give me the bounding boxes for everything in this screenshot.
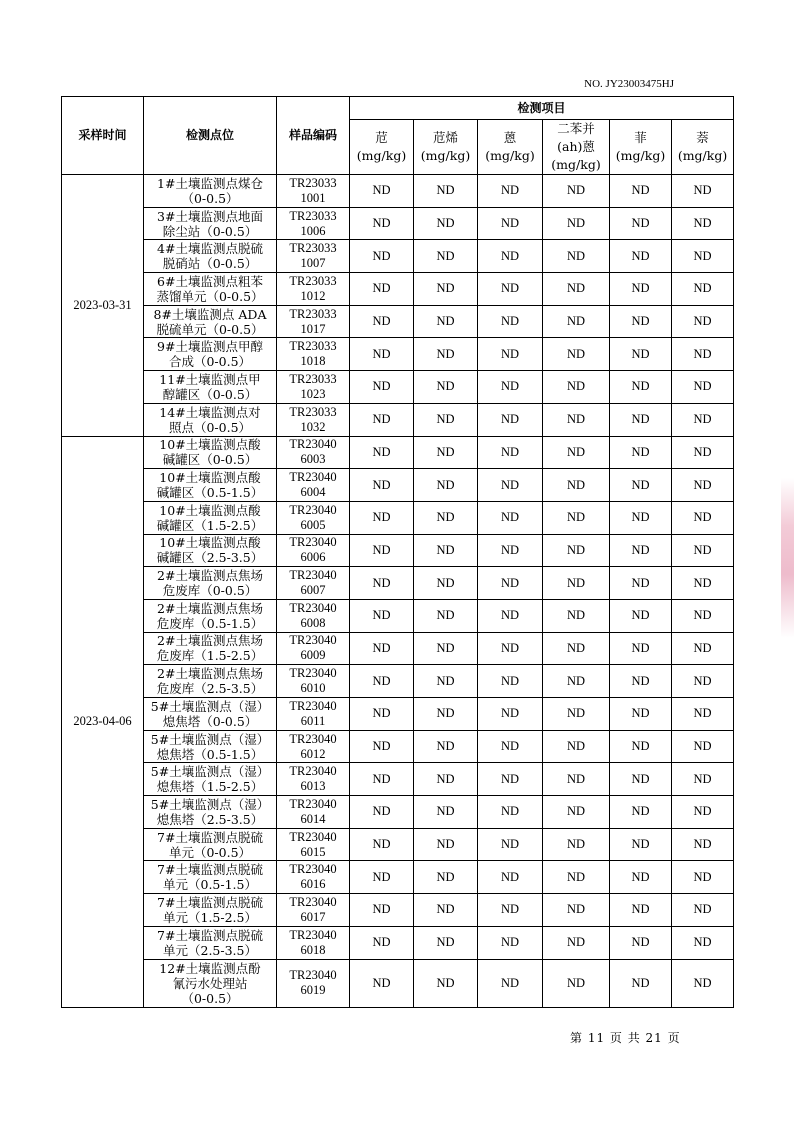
result-cell: ND xyxy=(610,665,672,698)
table-row xyxy=(62,305,734,338)
result-cell: ND xyxy=(672,371,734,404)
result-cell: ND xyxy=(414,959,478,1007)
result-cell: ND xyxy=(478,240,543,273)
table-row xyxy=(62,273,734,306)
result-cell: ND xyxy=(672,599,734,632)
header-sample-code: 样品编码 xyxy=(277,97,350,175)
table-row xyxy=(62,763,734,796)
sample-code-cell: TR23033 1032 xyxy=(277,403,350,436)
result-cell: ND xyxy=(478,175,543,208)
result-cell: ND xyxy=(610,403,672,436)
result-cell: ND xyxy=(610,371,672,404)
sample-code-cell: TR23040 6011 xyxy=(277,698,350,731)
table-row xyxy=(62,926,734,959)
result-cell: ND xyxy=(610,632,672,665)
site-cell: 2#土壤监测点焦场 危废库（0-0.5） xyxy=(144,567,277,600)
result-cell: ND xyxy=(610,828,672,861)
site-cell: 6#土壤监测点粗苯 蒸馏单元（0-0.5） xyxy=(144,273,277,306)
table-row xyxy=(62,698,734,731)
result-cell: ND xyxy=(672,240,734,273)
result-cell: ND xyxy=(543,926,610,959)
result-cell: ND xyxy=(350,959,414,1007)
result-cell: ND xyxy=(543,207,610,240)
result-cell: ND xyxy=(478,698,543,731)
page-footer: 第 11 页 共 21 页 xyxy=(570,1031,681,1045)
table-row xyxy=(62,436,734,469)
result-cell: ND xyxy=(672,894,734,927)
result-cell: ND xyxy=(672,926,734,959)
header-sampling-time: 采样时间 xyxy=(62,97,144,175)
sample-code-cell: TR23033 1001 xyxy=(277,175,350,208)
header-item-6: 萘 (mg/kg) xyxy=(672,120,734,175)
result-cell: ND xyxy=(478,305,543,338)
table-row xyxy=(62,665,734,698)
result-cell: ND xyxy=(672,861,734,894)
result-cell: ND xyxy=(610,959,672,1007)
result-cell: ND xyxy=(350,305,414,338)
result-cell: ND xyxy=(350,796,414,829)
sample-code-cell: TR23040 6019 xyxy=(277,959,350,1007)
result-cell: ND xyxy=(350,665,414,698)
result-cell: ND xyxy=(610,698,672,731)
result-cell: ND xyxy=(478,436,543,469)
table-row xyxy=(62,861,734,894)
result-cell: ND xyxy=(610,894,672,927)
result-cell: ND xyxy=(350,207,414,240)
table-row xyxy=(62,403,734,436)
sample-code-cell: TR23040 6015 xyxy=(277,828,350,861)
table-row xyxy=(62,894,734,927)
result-cell: ND xyxy=(478,371,543,404)
result-cell: ND xyxy=(543,894,610,927)
result-cell: ND xyxy=(610,436,672,469)
result-cell: ND xyxy=(478,861,543,894)
table-row xyxy=(62,534,734,567)
result-cell: ND xyxy=(350,240,414,273)
result-cell: ND xyxy=(414,599,478,632)
sample-code-cell: TR23040 6008 xyxy=(277,599,350,632)
site-cell: 2#土壤监测点焦场 危废库（0.5-1.5） xyxy=(144,599,277,632)
sample-code-cell: TR23040 6006 xyxy=(277,534,350,567)
result-cell: ND xyxy=(610,599,672,632)
result-cell: ND xyxy=(414,534,478,567)
result-cell: ND xyxy=(414,926,478,959)
result-cell: ND xyxy=(350,534,414,567)
result-cell: ND xyxy=(672,632,734,665)
result-cell: ND xyxy=(610,796,672,829)
result-cell: ND xyxy=(414,305,478,338)
site-cell: 4#土壤监测点脱硫 脱硝站（0-0.5） xyxy=(144,240,277,273)
result-cell: ND xyxy=(610,567,672,600)
sample-code-cell: TR23040 6004 xyxy=(277,469,350,502)
site-cell: 5#土壤监测点（湿） 熄焦塔（0.5-1.5） xyxy=(144,730,277,763)
test-results-table xyxy=(61,96,734,1008)
result-cell: ND xyxy=(610,534,672,567)
site-cell: 8#土壤监测点 ADA 脱硫单元（0-0.5） xyxy=(144,305,277,338)
result-cell: ND xyxy=(610,305,672,338)
result-cell: ND xyxy=(350,894,414,927)
site-cell: 1#土壤监测点煤仓 （0-0.5） xyxy=(144,175,277,208)
result-cell: ND xyxy=(478,926,543,959)
sample-code-cell: TR23040 6007 xyxy=(277,567,350,600)
header-item-1: 苊 (mg/kg) xyxy=(350,120,414,175)
result-cell: ND xyxy=(414,207,478,240)
result-cell: ND xyxy=(350,926,414,959)
table-row xyxy=(62,828,734,861)
sampling-date: 2023-03-31 xyxy=(62,175,144,437)
table-row xyxy=(62,730,734,763)
result-cell: ND xyxy=(610,240,672,273)
result-cell: ND xyxy=(350,828,414,861)
result-cell: ND xyxy=(350,599,414,632)
result-cell: ND xyxy=(414,469,478,502)
header-item-2: 苊烯 (mg/kg) xyxy=(414,120,478,175)
result-cell: ND xyxy=(350,763,414,796)
table-row xyxy=(62,599,734,632)
sample-code-cell: TR23033 1017 xyxy=(277,305,350,338)
result-cell: ND xyxy=(610,175,672,208)
result-cell: ND xyxy=(414,403,478,436)
sample-code-cell: TR23040 6010 xyxy=(277,665,350,698)
site-cell: 10#土壤监测点酸 碱罐区（0-0.5） xyxy=(144,436,277,469)
sample-code-cell: TR23040 6014 xyxy=(277,796,350,829)
header-item-4: 二苯并 (ah)蒽 (mg/kg) xyxy=(543,120,610,175)
result-cell: ND xyxy=(414,436,478,469)
result-cell: ND xyxy=(543,959,610,1007)
result-cell: ND xyxy=(543,763,610,796)
result-cell: ND xyxy=(414,665,478,698)
document-number: NO. JY23003475HJ xyxy=(584,78,674,90)
result-cell: ND xyxy=(543,796,610,829)
result-cell: ND xyxy=(478,599,543,632)
result-cell: ND xyxy=(414,240,478,273)
result-cell: ND xyxy=(610,338,672,371)
result-cell: ND xyxy=(543,501,610,534)
result-cell: ND xyxy=(610,763,672,796)
result-cell: ND xyxy=(672,763,734,796)
result-cell: ND xyxy=(672,959,734,1007)
result-cell: ND xyxy=(543,599,610,632)
result-cell: ND xyxy=(543,175,610,208)
result-cell: ND xyxy=(478,338,543,371)
result-cell: ND xyxy=(414,894,478,927)
result-cell: ND xyxy=(672,501,734,534)
result-cell: ND xyxy=(478,273,543,306)
result-cell: ND xyxy=(543,403,610,436)
result-cell: ND xyxy=(672,469,734,502)
site-cell: 9#土壤监测点甲醇 合成（0-0.5） xyxy=(144,338,277,371)
result-cell: ND xyxy=(414,698,478,731)
result-cell: ND xyxy=(543,632,610,665)
result-cell: ND xyxy=(543,436,610,469)
result-cell: ND xyxy=(478,894,543,927)
result-cell: ND xyxy=(543,828,610,861)
result-cell: ND xyxy=(478,207,543,240)
result-cell: ND xyxy=(350,403,414,436)
result-cell: ND xyxy=(610,730,672,763)
result-cell: ND xyxy=(350,861,414,894)
result-cell: ND xyxy=(414,567,478,600)
result-cell: ND xyxy=(610,501,672,534)
result-cell: ND xyxy=(543,273,610,306)
site-cell: 10#土壤监测点酸 碱罐区（2.5-3.5） xyxy=(144,534,277,567)
table-row xyxy=(62,338,734,371)
site-cell: 2#土壤监测点焦场 危废库（1.5-2.5） xyxy=(144,632,277,665)
sample-code-cell: TR23033 1006 xyxy=(277,207,350,240)
table-row xyxy=(62,207,734,240)
site-cell: 7#土壤监测点脱硫 单元（0.5-1.5） xyxy=(144,861,277,894)
result-cell: ND xyxy=(350,730,414,763)
header-test-items: 检测项目 xyxy=(350,97,734,120)
header-item-5: 菲 (mg/kg) xyxy=(610,120,672,175)
sample-code-cell: TR23040 6016 xyxy=(277,861,350,894)
result-cell: ND xyxy=(350,469,414,502)
header-item-3: 蒽 (mg/kg) xyxy=(478,120,543,175)
sample-code-cell: TR23033 1007 xyxy=(277,240,350,273)
table-row xyxy=(62,501,734,534)
table-row xyxy=(62,796,734,829)
result-cell: ND xyxy=(543,534,610,567)
result-cell: ND xyxy=(478,763,543,796)
result-cell: ND xyxy=(610,926,672,959)
result-cell: ND xyxy=(350,436,414,469)
sample-code-cell: TR23040 6012 xyxy=(277,730,350,763)
sample-code-cell: TR23040 6017 xyxy=(277,894,350,927)
result-cell: ND xyxy=(414,273,478,306)
sampling-date: 2023-04-06 xyxy=(62,436,144,1007)
result-cell: ND xyxy=(672,273,734,306)
result-cell: ND xyxy=(610,207,672,240)
result-cell: ND xyxy=(414,175,478,208)
result-cell: ND xyxy=(543,665,610,698)
sample-code-cell: TR23040 6003 xyxy=(277,436,350,469)
header-site: 检测点位 xyxy=(144,97,277,175)
result-cell: ND xyxy=(543,567,610,600)
table-row xyxy=(62,240,734,273)
result-cell: ND xyxy=(478,501,543,534)
result-cell: ND xyxy=(414,796,478,829)
result-cell: ND xyxy=(350,567,414,600)
sample-code-cell: TR23040 6018 xyxy=(277,926,350,959)
result-cell: ND xyxy=(543,469,610,502)
result-cell: ND xyxy=(672,796,734,829)
result-cell: ND xyxy=(478,665,543,698)
result-cell: ND xyxy=(350,698,414,731)
seal-stamp-edge xyxy=(781,478,794,638)
result-cell: ND xyxy=(414,338,478,371)
result-cell: ND xyxy=(350,632,414,665)
result-cell: ND xyxy=(478,828,543,861)
result-cell: ND xyxy=(672,338,734,371)
site-cell: 10#土壤监测点酸 碱罐区（0.5-1.5） xyxy=(144,469,277,502)
site-cell: 2#土壤监测点焦场 危废库（2.5-3.5） xyxy=(144,665,277,698)
result-cell: ND xyxy=(478,730,543,763)
result-cell: ND xyxy=(610,861,672,894)
site-cell: 3#土壤监测点地面 除尘站（0-0.5） xyxy=(144,207,277,240)
site-cell: 11#土壤监测点甲 醇罐区（0-0.5） xyxy=(144,371,277,404)
result-cell: ND xyxy=(414,763,478,796)
sample-code-cell: TR23040 6005 xyxy=(277,501,350,534)
table-row xyxy=(62,567,734,600)
result-cell: ND xyxy=(478,796,543,829)
table-row xyxy=(62,469,734,502)
sample-code-cell: TR23033 1012 xyxy=(277,273,350,306)
result-cell: ND xyxy=(414,371,478,404)
result-cell: ND xyxy=(543,240,610,273)
site-cell: 7#土壤监测点脱硫 单元（1.5-2.5） xyxy=(144,894,277,927)
result-cell: ND xyxy=(350,501,414,534)
sample-code-cell: TR23040 6009 xyxy=(277,632,350,665)
sample-code-cell: TR23033 1018 xyxy=(277,338,350,371)
result-cell: ND xyxy=(478,959,543,1007)
result-cell: ND xyxy=(414,828,478,861)
site-cell: 14#土壤监测点对 照点（0-0.5） xyxy=(144,403,277,436)
result-cell: ND xyxy=(672,175,734,208)
table-row xyxy=(62,632,734,665)
result-cell: ND xyxy=(543,698,610,731)
sample-code-cell: TR23040 6013 xyxy=(277,763,350,796)
site-cell: 5#土壤监测点（湿） 熄焦塔（1.5-2.5） xyxy=(144,763,277,796)
result-cell: ND xyxy=(672,828,734,861)
site-cell: 5#土壤监测点（湿） 熄焦塔（0-0.5） xyxy=(144,698,277,731)
result-cell: ND xyxy=(350,273,414,306)
result-cell: ND xyxy=(478,632,543,665)
result-cell: ND xyxy=(672,698,734,731)
site-cell: 7#土壤监测点脱硫 单元（0-0.5） xyxy=(144,828,277,861)
result-cell: ND xyxy=(543,305,610,338)
result-cell: ND xyxy=(672,665,734,698)
result-cell: ND xyxy=(672,403,734,436)
result-cell: ND xyxy=(672,207,734,240)
site-cell: 7#土壤监测点脱硫 单元（2.5-3.5） xyxy=(144,926,277,959)
result-cell: ND xyxy=(350,371,414,404)
result-cell: ND xyxy=(350,338,414,371)
table-row xyxy=(62,175,734,208)
site-cell: 12#土壤监测点酚 氰污水处理站 （0-0.5） xyxy=(144,959,277,1007)
result-cell: ND xyxy=(478,403,543,436)
result-cell: ND xyxy=(414,730,478,763)
result-cell: ND xyxy=(672,534,734,567)
table-row xyxy=(62,959,734,1007)
result-cell: ND xyxy=(672,730,734,763)
site-cell: 5#土壤监测点（湿） 熄焦塔（2.5-3.5） xyxy=(144,796,277,829)
result-cell: ND xyxy=(543,371,610,404)
site-cell: 10#土壤监测点酸 碱罐区（1.5-2.5） xyxy=(144,501,277,534)
result-cell: ND xyxy=(672,305,734,338)
result-cell: ND xyxy=(672,567,734,600)
result-cell: ND xyxy=(414,861,478,894)
table-row xyxy=(62,371,734,404)
result-cell: ND xyxy=(672,436,734,469)
result-cell: ND xyxy=(543,861,610,894)
result-cell: ND xyxy=(610,273,672,306)
result-cell: ND xyxy=(610,469,672,502)
sample-code-cell: TR23033 1023 xyxy=(277,371,350,404)
result-cell: ND xyxy=(478,534,543,567)
result-cell: ND xyxy=(543,338,610,371)
result-cell: ND xyxy=(350,175,414,208)
result-cell: ND xyxy=(478,567,543,600)
result-cell: ND xyxy=(414,501,478,534)
result-cell: ND xyxy=(543,730,610,763)
result-cell: ND xyxy=(478,469,543,502)
result-cell: ND xyxy=(414,632,478,665)
